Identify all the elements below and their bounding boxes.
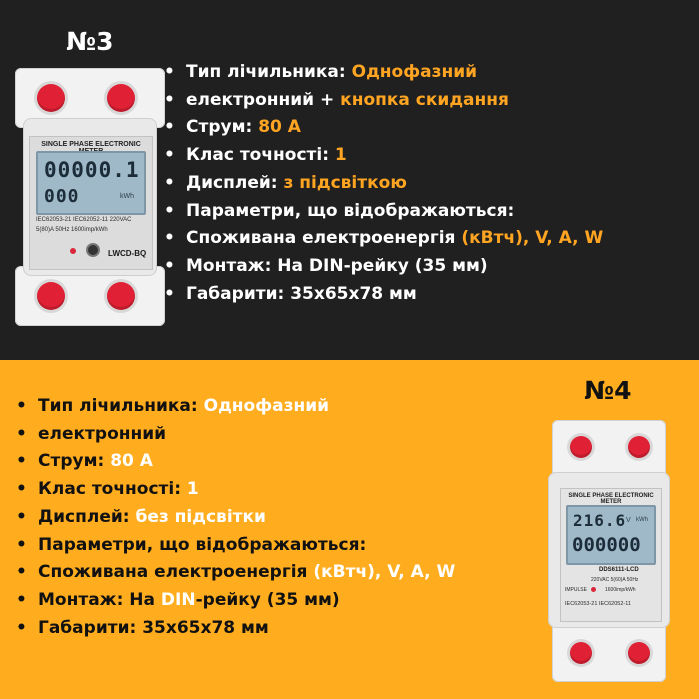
spec-item: • електронний (14, 421, 455, 449)
meter-4-lcd (566, 505, 656, 565)
meter-3-model: LWCD-BQ (108, 249, 147, 258)
meter-4-lcd-main: 216.6 (573, 511, 627, 530)
terminal-screw-icon (628, 436, 650, 458)
pulse-led-icon (70, 248, 76, 254)
terminal-screw-icon (570, 436, 592, 458)
meter-3-spec-list (162, 59, 603, 308)
meter-4-rating-1: 220VAC 5(60)A 50Hz (591, 577, 639, 583)
meter-3-standards: IEC62053-21 IEC62052-11 220VAC (36, 217, 132, 223)
meter-4-impulse: IMPULSE (565, 587, 587, 593)
pulse-led-icon (591, 587, 596, 592)
spec-item: • Споживана електроенергія (кВтч), V, A, W (14, 559, 455, 587)
spec-item: • Клас точності: 1 (162, 142, 603, 170)
reset-button-icon (86, 243, 100, 257)
meter-3-front-panel (29, 136, 153, 270)
spec-item: • Тип лічильника: Однофазний (162, 59, 603, 87)
meter-4-lcd-kwh: kWh (636, 517, 648, 523)
meter-4-spec-list (14, 393, 455, 642)
spec-item: • Споживана електроенергія (кВтч), V, A, W (162, 225, 603, 253)
spec-item: • Параметри, що відображаються: (162, 198, 603, 226)
spec-item: • Струм: 80 А (14, 448, 455, 476)
meter-4-standards: IEC62053-21 IEC62052-11 (565, 601, 631, 607)
terminal-screw-icon (570, 642, 592, 664)
spec-item: • Монтаж: На DIN-рейку (35 мм) (14, 587, 455, 615)
spec-item: • Струм: 80 А (162, 114, 603, 142)
spec-item: • Дисплей: без підсвітки (14, 504, 455, 532)
meter-4-front-panel (560, 488, 662, 622)
spec-item: • Клас точності: 1 (14, 476, 455, 504)
spec-item: • Габарити: 35x65x78 мм (14, 615, 455, 643)
meter-3-lcd-unit: kWh (120, 193, 134, 200)
spec-item: • Тип лічильника: Однофазний (14, 393, 455, 421)
meter-3-lcd-main: 00000.1 (44, 158, 140, 182)
meter-3-badge: №3 (66, 27, 114, 56)
meter-3-lcd (36, 151, 146, 215)
meter-4-model: DDS6111-LCD (599, 567, 639, 573)
meter-3-image (15, 68, 165, 326)
terminal-screw-icon (628, 642, 650, 664)
terminal-screw-icon (107, 84, 135, 112)
spec-item: • Дисплей: з підсвіткою (162, 170, 603, 198)
meter-4-lcd-sub: 000000 (572, 534, 641, 556)
meter-4-title: SINGLE PHASE ELECTRONIC METER (568, 493, 654, 505)
terminal-screw-icon (37, 282, 65, 310)
meter-3-title: SINGLE PHASE ELECTRONIC (41, 141, 141, 148)
meter-4-rating-2: 1600imp/kWh (605, 587, 636, 593)
spec-item: • електронний + кнопка скидання (162, 87, 603, 115)
terminal-screw-icon (107, 282, 135, 310)
spec-item: • Параметри, що відображаються: (14, 532, 455, 560)
spec-item: • Габарити: 35x65x78 мм (162, 281, 603, 309)
meter-3-rating: 5(80)A 50Hz 1600imp/kWh (36, 227, 108, 233)
meter-4-lcd-volt: V (626, 517, 631, 524)
meter-4-image (548, 420, 670, 682)
terminal-screw-icon (37, 84, 65, 112)
meter-3-lcd-sub: 000 (44, 186, 80, 207)
spec-item: • Монтаж: На DIN-рейку (35 мм) (162, 253, 603, 281)
meter-4-badge: №4 (584, 376, 632, 405)
